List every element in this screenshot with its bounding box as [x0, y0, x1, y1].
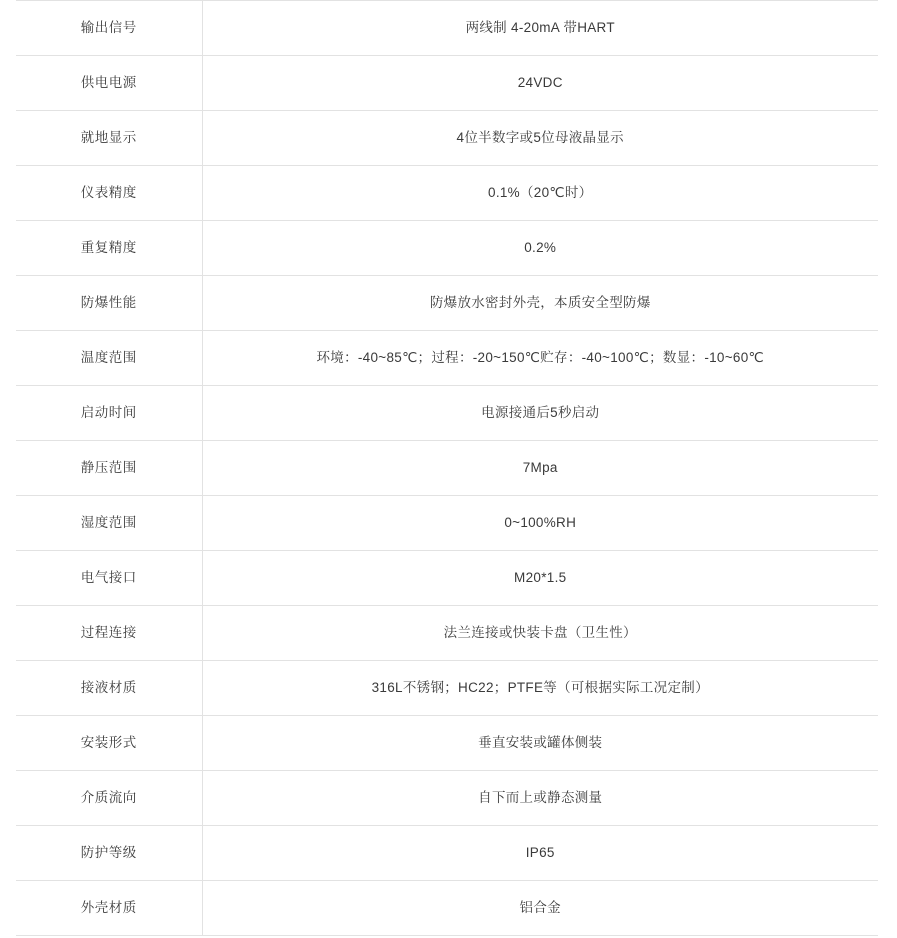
table-row [16, 276, 878, 331]
spec-value: 0.2% [202, 221, 878, 276]
spec-value: 7Mpa [202, 441, 878, 496]
specification-table-body [16, 1, 878, 936]
spec-value: 0~100%RH [202, 496, 878, 551]
spec-label: 外壳材质 [16, 881, 202, 936]
specification-table [16, 0, 878, 936]
table-row [16, 716, 878, 771]
table-row [16, 551, 878, 606]
table-row [16, 606, 878, 661]
spec-value: 24VDC [202, 56, 878, 111]
table-row [16, 496, 878, 551]
table-row [16, 386, 878, 441]
spec-value: 环境：-40~85℃；过程：-20~150℃贮存：-40~100℃；数显：-10~60℃ [202, 331, 878, 386]
spec-label: 供电电源 [16, 56, 202, 111]
spec-value: IP65 [202, 826, 878, 881]
spec-value: 316L不锈钢；HC22；PTFE等（可根据实际工况定制） [202, 661, 878, 716]
table-row [16, 826, 878, 881]
table-row [16, 661, 878, 716]
spec-label: 过程连接 [16, 606, 202, 661]
spec-label: 安装形式 [16, 716, 202, 771]
spec-label: 接液材质 [16, 661, 202, 716]
spec-value: 法兰连接或快装卡盘（卫生性） [202, 606, 878, 661]
table-row [16, 111, 878, 166]
spec-value: 铝合金 [202, 881, 878, 936]
spec-value: 防爆放水密封外壳，本质安全型防爆 [202, 276, 878, 331]
spec-label: 温度范围 [16, 331, 202, 386]
spec-label: 防护等级 [16, 826, 202, 881]
spec-value: 垂直安装或罐体侧装 [202, 716, 878, 771]
spec-label: 湿度范围 [16, 496, 202, 551]
spec-label: 仪表精度 [16, 166, 202, 221]
spec-value: 两线制 4-20mA 带HART [202, 1, 878, 56]
table-row [16, 221, 878, 276]
table-row [16, 166, 878, 221]
spec-label: 就地显示 [16, 111, 202, 166]
table-row [16, 331, 878, 386]
table-row [16, 441, 878, 496]
table-row [16, 1, 878, 56]
spec-label: 输出信号 [16, 1, 202, 56]
spec-value: M20*1.5 [202, 551, 878, 606]
table-row [16, 771, 878, 826]
spec-value: 0.1%（20℃时） [202, 166, 878, 221]
spec-label: 防爆性能 [16, 276, 202, 331]
spec-label: 启动时间 [16, 386, 202, 441]
table-row [16, 56, 878, 111]
spec-value: 自下而上或静态测量 [202, 771, 878, 826]
table-row [16, 881, 878, 936]
spec-value: 电源接通后5秒启动 [202, 386, 878, 441]
spec-label: 重复精度 [16, 221, 202, 276]
spec-value: 4位半数字或5位母液晶显示 [202, 111, 878, 166]
spec-label: 介质流向 [16, 771, 202, 826]
spec-label: 电气接口 [16, 551, 202, 606]
spec-label: 静压范围 [16, 441, 202, 496]
